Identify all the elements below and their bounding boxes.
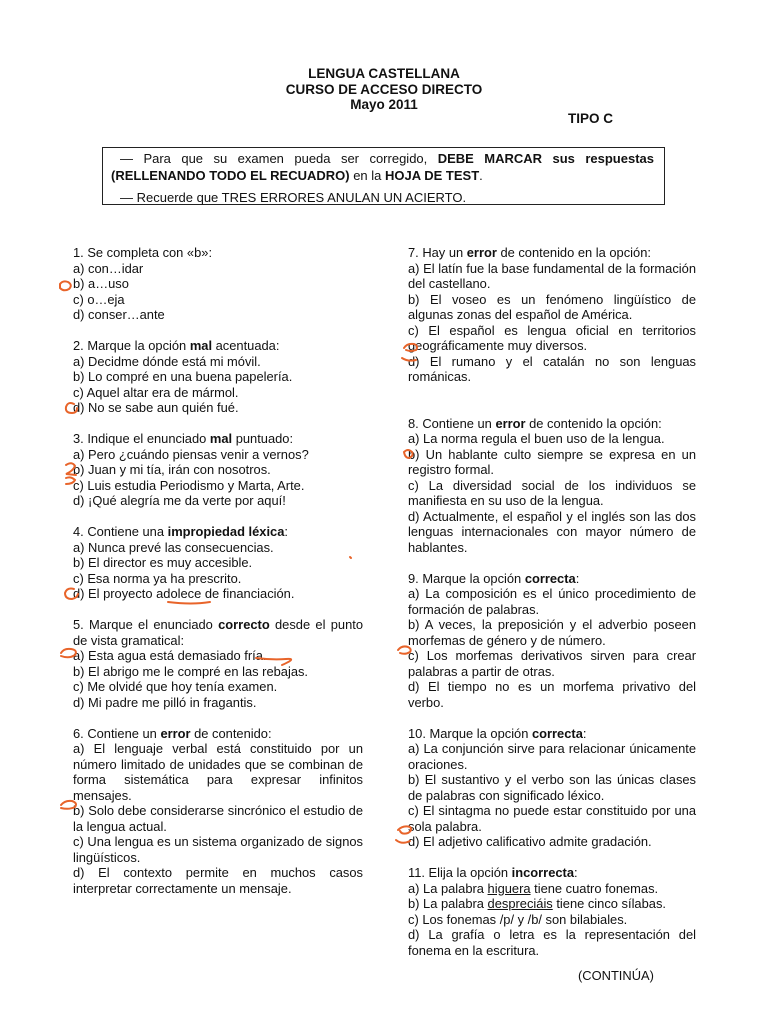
option-a: a) El lenguaje verbal está constituido por un número limitado de unidades que se combinan de forma sistemática para expresar infinitos mensajes.	[73, 741, 363, 803]
option-b: b) A veces, la preposición y el adverbio poseen morfemas de género y de número.	[408, 617, 696, 648]
option-a: a) Esta agua está demasiado fría.	[73, 648, 267, 663]
question-3	[73, 431, 363, 509]
question-2	[73, 338, 363, 416]
question-stem: 10. Marque la opción correcta:	[408, 725, 587, 741]
option-c: c) Luis estudia Periodismo y Marta, Arte.	[73, 477, 305, 493]
option-a: a) La palabra higuera tiene cuatro fonemas.	[408, 880, 659, 896]
instructions-box	[102, 147, 665, 205]
option-c: c) Una lengua es un sistema organizado de signos lingüísticos.	[73, 834, 363, 865]
option-b: b) El abrigo me le compré en las rebajas.	[73, 663, 309, 679]
option-d: d) Actualmente, el español y el inglés son las dos lenguas internacionales con mayor número de hablantes.	[408, 508, 696, 555]
option-c: c) o…eja	[73, 291, 125, 307]
option-d: d) conser…ante	[73, 307, 165, 322]
option-a: a) La conjunción sirve para relacionar únicamente oraciones.	[408, 741, 696, 772]
option-b: b) El sustantivo y el verbo son las únicas clases de palabras con significado léxico.	[408, 772, 696, 803]
option-a: a) El latín fue la base fundamental de la formación del castellano.	[408, 260, 696, 291]
document-header	[0, 66, 768, 113]
question-stem: 5. Marque el enunciado correcto desde el punto de vista gramatical:	[73, 617, 363, 648]
question-stem: 8. Contiene un error de contenido la opción:	[408, 415, 662, 431]
question-stem: 2. Marque la opción mal acentuada:	[73, 338, 280, 353]
option-a: a) Nunca prevé las consecuencias.	[73, 539, 274, 555]
option-b: b) Un hablante culto siempre se expresa en un registro formal.	[408, 446, 696, 477]
option-c: c) El sintagma no puede estar constituido por una sola palabra.	[408, 803, 696, 834]
option-d: d) El contexto permite en muchos casos interpretar correctamente un mensaje.	[73, 865, 363, 896]
instruction-marking: — Para que su examen pueda ser corregido, DEBE MARCAR sus respuestas (RELLENANDO TODO EL RECUADRO) en la HOJA DE TEST.	[111, 151, 654, 183]
question-stem: 3. Indique el enunciado mal puntuado:	[73, 431, 294, 446]
left-column	[73, 245, 363, 912]
question-6	[73, 726, 363, 897]
option-d: d) El adjetivo calificativo admite gradación.	[408, 834, 652, 849]
option-d: d) El rumano y el catalán no son lenguas románicas.	[408, 353, 696, 384]
option-c: c) La diversidad social de los individuos se manifiesta en su uso de la lengua.	[408, 477, 696, 508]
question-9	[408, 571, 696, 711]
option-b: b) Juan y mi tía, irán con nosotros.	[73, 462, 271, 477]
exam-type: TIPO C	[568, 111, 614, 126]
option-d: d) No se sabe aun quién fué.	[73, 400, 239, 415]
option-d: d) El tiempo no es un morfema privativo del verbo.	[408, 679, 696, 710]
question-stem: 11. Elija la opción incorrecta:	[408, 865, 578, 880]
option-a: a) Decidme dónde está mi móvil.	[73, 353, 261, 369]
option-c: c) El español es lengua oficial en territorios geográficamente muy diversos.	[408, 322, 696, 353]
mark-q1-b	[60, 281, 71, 290]
instruction-penalty: — Recuerde que TRES ERRORES ANULAN UN ACIERTO.	[120, 190, 467, 205]
question-stem: 7. Hay un error de contenido en la opción:	[408, 245, 651, 260]
option-a: a) con…idar	[73, 260, 144, 276]
option-a: a) La composición es el único procedimiento de formación de palabras.	[408, 586, 696, 617]
option-d: d) La grafía o letra es la representación del fonema en la escritura.	[408, 927, 696, 958]
option-c: c) Me olvidé que hoy tenía examen.	[73, 679, 278, 694]
question-5	[73, 617, 363, 710]
option-b: b) El director es muy accesible.	[73, 555, 253, 570]
option-c: c) Los fonemas /p/ y /b/ son bilabiales.	[408, 911, 628, 927]
question-7	[408, 245, 696, 385]
option-c: c) Los morfemas derivativos sirven para crear palabras a partir de otras.	[408, 648, 696, 679]
question-11	[408, 865, 696, 958]
option-d: d) Mi padre me pilló in fragantis.	[73, 694, 257, 710]
question-10	[408, 726, 696, 850]
option-a: a) La norma regula el buen uso de la lengua.	[408, 431, 665, 446]
option-b: b) a…uso	[73, 276, 129, 291]
option-c: c) Esa norma ya ha prescrito.	[73, 570, 242, 586]
course-title: CURSO DE ACCESO DIRECTO	[285, 81, 483, 97]
question-4	[73, 524, 363, 602]
option-b: b) La palabra despreciáis tiene cinco sílabas.	[408, 896, 666, 911]
question-8	[408, 416, 696, 556]
option-b: b) Lo compré en una buena papelería.	[73, 369, 293, 384]
right-column	[408, 245, 696, 974]
subject-title: LENGUA CASTELLANA	[308, 66, 460, 81]
question-stem: 4. Contiene una impropiedad léxica:	[73, 524, 288, 539]
question-1	[73, 245, 363, 323]
exam-date: Mayo 2011	[350, 97, 418, 112]
option-c: c) Aquel altar era de mármol.	[73, 384, 239, 400]
question-stem: 9. Marque la opción correcta:	[408, 570, 580, 586]
question-stem: 1. Se completa con «b»:	[73, 245, 213, 260]
option-b: b) El voseo es un fenómeno lingüístico de algunas zonas del español de América.	[408, 291, 696, 322]
option-a: a) Pero ¿cuándo piensas venir a vernos?	[73, 446, 309, 462]
option-d: d) El proyecto adolece de financiación.	[73, 586, 295, 601]
option-b: b) Solo debe considerarse sincrónico el estudio de la lengua actual.	[73, 803, 363, 834]
option-d: d) ¡Qué alegría me da verte por aquí!	[73, 493, 286, 508]
continues-label: (CONTINÚA)	[578, 968, 654, 983]
question-stem: 6. Contiene un error de contenido:	[73, 725, 272, 741]
